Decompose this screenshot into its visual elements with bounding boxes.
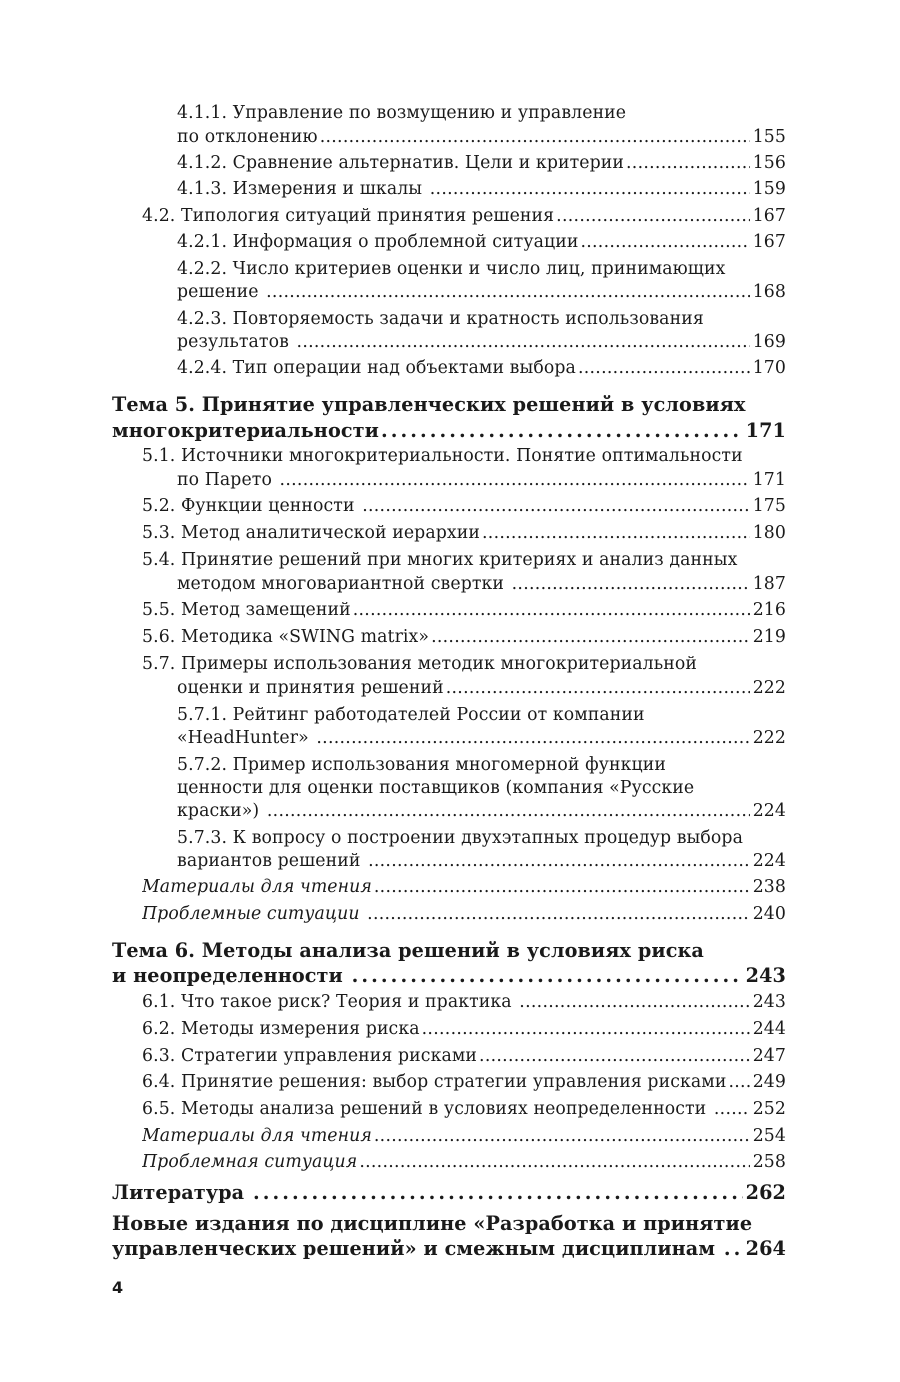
toc-entry-title: ценности для оценки поставщиков (компания «Русские <box>177 778 695 798</box>
dot-leader <box>253 1179 743 1207</box>
dot-leader <box>512 571 750 597</box>
toc-entry-page: 171 <box>752 470 786 490</box>
toc-line <box>177 355 786 381</box>
toc-entry-title: решение <box>177 282 265 302</box>
dot-leader <box>367 901 750 927</box>
dot-leader <box>430 176 750 202</box>
toc-line <box>142 547 786 573</box>
toc-entry-title: 6.1. Что такое риск? Теория и практика <box>142 992 518 1012</box>
dot-leader <box>280 467 750 493</box>
dot-leader <box>368 848 750 874</box>
toc-entry-title: Проблемная ситуация <box>142 1152 358 1172</box>
toc-entry-page: 249 <box>752 1072 786 1092</box>
toc-line <box>142 443 786 469</box>
toc-entry-title: 4.1.3. Измерения и шкалы <box>177 179 428 199</box>
toc-entry-page: 168 <box>752 282 786 302</box>
toc-entry-page: 170 <box>752 358 786 378</box>
dot-leader <box>362 493 750 519</box>
toc-entry-page: 264 <box>745 1237 786 1260</box>
dot-leader <box>316 725 749 751</box>
toc-entry-title: вариантов решений <box>177 851 367 871</box>
toc-entry-title: 4.1.2. Сравнение альтернатив. Цели и критерии <box>177 153 624 173</box>
toc-entry-title: и неопределенности <box>112 964 350 987</box>
toc-entry-page: 175 <box>752 496 786 516</box>
toc-line <box>177 675 786 701</box>
toc-line <box>142 1069 786 1095</box>
toc-entry-title: 5.3. Метод аналитической иерархии <box>142 523 480 543</box>
toc-entry-page: 258 <box>752 1152 786 1172</box>
dot-leader <box>446 675 750 701</box>
toc-entry-title: 5.4. Принятие решений при многих критериях и анализ данных <box>142 550 738 570</box>
dot-leader <box>374 1123 750 1149</box>
toc-line <box>142 203 786 229</box>
toc-line <box>177 100 786 126</box>
toc-entry-title: 6.3. Стратегии управления рисками <box>142 1046 478 1066</box>
toc-entry-page: 219 <box>752 627 786 647</box>
toc-line <box>177 798 786 824</box>
toc-line <box>177 848 786 874</box>
toc-line <box>177 571 786 597</box>
dot-leader <box>580 229 749 255</box>
dot-leader <box>431 624 750 650</box>
toc-entry-page: 252 <box>752 1099 786 1119</box>
toc-entry-page: 224 <box>752 851 786 871</box>
toc-line <box>142 520 786 546</box>
toc-line <box>177 124 786 150</box>
dot-leader <box>482 520 750 546</box>
dot-leader <box>352 962 743 990</box>
toc-line <box>112 1235 786 1263</box>
toc-entry-page: 222 <box>752 728 786 748</box>
toc-line <box>177 279 786 305</box>
toc-line <box>142 989 786 1015</box>
toc-entry-title: Тема 5. Принятие управленческих решений в условиях <box>112 393 746 416</box>
toc-entry-page: 167 <box>752 206 786 226</box>
toc-entry-title: Материалы для чтения <box>142 1126 372 1146</box>
dot-leader <box>359 1149 749 1175</box>
toc-line <box>112 1179 786 1207</box>
toc-line <box>142 624 786 650</box>
toc-entry-page: 187 <box>752 574 786 594</box>
toc-entry-page: 243 <box>745 964 786 987</box>
toc-line <box>142 597 786 623</box>
toc-entry-title: 4.2.4. Тип операции над объектами выбора <box>177 358 576 378</box>
toc-entry-page: 180 <box>752 523 786 543</box>
toc-line <box>112 1210 786 1238</box>
toc-entry-title: управленческих решений» и смежным дисциплинам <box>112 1237 722 1260</box>
toc-entry-title: 5.7.3. К вопросу о построении двухэтапных процедур выбора <box>177 828 743 848</box>
dot-leader <box>381 417 743 445</box>
toc-line <box>177 467 786 493</box>
toc-entry-title: «HeadHunter» <box>177 728 315 748</box>
toc-entry-title: 5.7.1. Рейтинг работодателей России от компании <box>177 705 645 725</box>
dot-leader <box>724 1235 743 1263</box>
toc-entry-page: 155 <box>752 127 786 147</box>
toc-entry-page: 224 <box>752 801 786 821</box>
toc-entry-title: 4.1.1. Управление по возмущению и управление <box>177 103 627 123</box>
toc-entry-page: 238 <box>752 877 786 897</box>
toc-entry-title: 4.2.3. Повторяемость задачи и кратность использования <box>177 309 704 329</box>
toc-entry-page: 247 <box>752 1046 786 1066</box>
toc-entry-page: 167 <box>752 232 786 252</box>
dot-leader <box>519 989 749 1015</box>
toc-entry-title: 5.5. Метод замещений <box>142 600 351 620</box>
toc-entry-page: 159 <box>752 179 786 199</box>
toc-entry-page: 216 <box>752 600 786 620</box>
toc-entry-title: по Парето <box>177 470 278 490</box>
toc-entry-title: Тема 6. Методы анализа решений в условиях риска <box>112 939 704 962</box>
toc-entry-title: 5.2. Функции ценности <box>142 496 361 516</box>
toc-entry-title: 5.7. Примеры использования методик многокритериальной <box>142 654 697 674</box>
dot-leader <box>267 798 750 824</box>
toc-entry-title: 6.5. Методы анализа решений в условиях неопределенности <box>142 1099 712 1119</box>
dot-leader <box>374 874 750 900</box>
toc-line <box>142 1043 786 1069</box>
toc-line <box>142 1096 786 1122</box>
toc-line <box>177 329 786 355</box>
toc-line <box>112 391 786 419</box>
toc-entry-title: Проблемные ситуации <box>142 904 366 924</box>
toc-line <box>142 874 786 900</box>
toc-line <box>142 493 786 519</box>
toc-line <box>177 176 786 202</box>
toc-line <box>177 229 786 255</box>
toc-entry-title: Материалы для чтения <box>142 877 372 897</box>
toc-entry-title: Литература <box>112 1181 251 1204</box>
toc-entry-page: 156 <box>752 153 786 173</box>
toc-line <box>142 1123 786 1149</box>
toc-entry-title: 5.7.2. Пример использования многомерной функции <box>177 755 666 775</box>
toc-entry-title: 4.2.1. Информация о проблемной ситуации <box>177 232 579 252</box>
toc-entry-page: 244 <box>752 1019 786 1039</box>
toc-line <box>142 901 786 927</box>
toc-entry-title: 6.2. Методы измерения риска <box>142 1019 420 1039</box>
toc-entry-title: 5.1. Источники многокритериальности. Понятие оптимальности <box>142 446 743 466</box>
toc-entry-title: 4.2.2. Число критериев оценки и число лиц, принимающих <box>177 259 726 279</box>
dot-leader <box>626 150 750 176</box>
dot-leader <box>728 1069 749 1095</box>
toc-entry-page: 240 <box>752 904 786 924</box>
toc-entry-title: 5.6. Методика «SWING matrix» <box>142 627 430 647</box>
toc-entry-title: 4.2. Типология ситуаций принятия решения <box>142 206 555 226</box>
toc-entry-title: оценки и принятия решений <box>177 678 444 698</box>
toc-entry-page: 171 <box>745 419 786 442</box>
toc-line <box>177 150 786 176</box>
toc-line <box>112 937 786 965</box>
dot-leader <box>578 355 750 381</box>
toc-line <box>142 651 786 677</box>
toc-line <box>177 725 786 751</box>
toc-entry-page: 262 <box>745 1181 786 1204</box>
dot-leader <box>479 1043 750 1069</box>
dot-leader <box>353 597 750 623</box>
toc-entry-title: результатов <box>177 332 295 352</box>
toc-entry-page: 222 <box>752 678 786 698</box>
dot-leader <box>556 203 750 229</box>
dot-leader <box>266 279 750 305</box>
toc-entry-title: краски») <box>177 801 265 821</box>
dot-leader <box>714 1096 750 1122</box>
toc-entry-title: Новые издания по дисциплине «Разработка и принятие <box>112 1212 753 1235</box>
dot-leader <box>422 1016 750 1042</box>
toc-line <box>112 417 786 445</box>
toc-line <box>142 1149 786 1175</box>
toc-entry-page: 169 <box>752 332 786 352</box>
toc-line <box>142 1016 786 1042</box>
toc-entry-title: методом многовариантной свертки <box>177 574 510 594</box>
toc-entry-title: многокритериальности <box>112 419 379 442</box>
toc-entry-title: 6.4. Принятие решения: выбор стратегии управления рисками <box>142 1072 727 1092</box>
dot-leader <box>320 124 750 150</box>
toc-line <box>112 962 786 990</box>
toc-entry-page: 254 <box>752 1126 786 1146</box>
page-number: 4 <box>112 1278 124 1297</box>
dot-leader <box>297 329 750 355</box>
toc-entry-page: 243 <box>752 992 786 1012</box>
toc-entry-title: по отклонению <box>177 127 318 147</box>
